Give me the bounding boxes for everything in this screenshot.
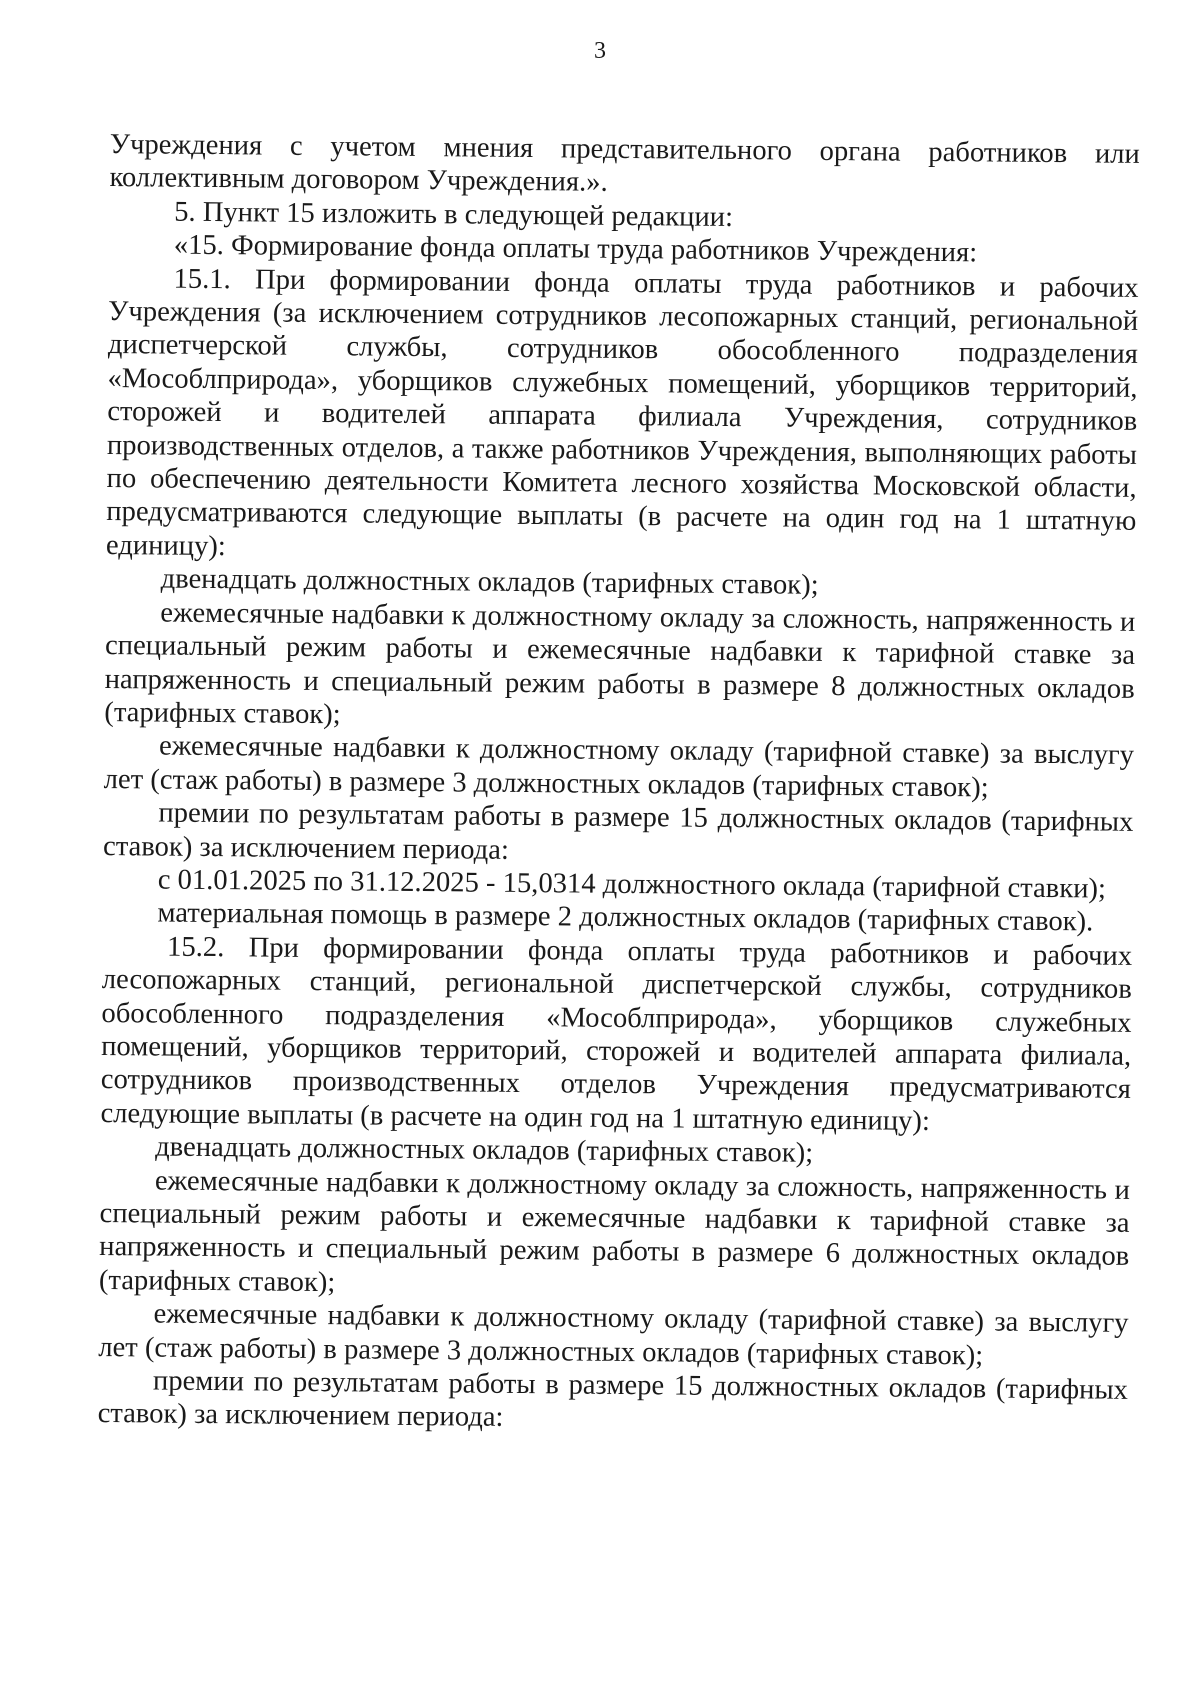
list-item-material-aid: материальная помощь в размере 2 должностных окладов (тарифных ставок). — [157, 897, 1094, 938]
list-item-bonuses: премии по результатам работы в размере 15 должностных окладов (тарифных ставок) за исключением периода: — [102, 797, 1134, 866]
list-item-salaries-2: двенадцать должностных окладов (тарифных ставок); — [155, 1131, 814, 1169]
paragraph-item-5: 5. Пункт 15 изложить в следующей редакции: — [174, 196, 734, 233]
paragraph-continuation: Учреждения с учетом мнения представительного органа работников или коллективным договором Учреждения.». — [109, 128, 1140, 199]
list-item-complexity-allowance-2: ежемесячные надбавки к должностному окладу за сложность, напряженность и специальный режим работы и ежемесячные надбавки к тарифной ставке за напряженность и специальный режим работы в размере 6 должностных окладов (тарифных ставок); — [98, 1165, 1131, 1299]
list-item-salaries: двенадцать должностных окладов (тарифных ставок); — [160, 563, 819, 602]
paragraph-15-1: 15.1. При формировании фонда оплаты труда работников и рабочих Учреждения (за исключением сотрудников лесопожарных станций, региональной диспетчерской службы, сотрудников обособленного подразделения «Мособлприрода», уборщиков служебных помещений, уборщиков территорий, сторожей и водителей аппарата филиала Учреждения, сотрудников производственных отделов, а также работников Учреждения, выполняющих работы по обеспечению деятельности Комитета лесного хозяйства Московской области, предусматриваются следующие выплаты (в расчете на один год на 1 штатную единицу): — [105, 263, 1139, 563]
list-item-bonuses-2: премии по результатам работы в размере 15 должностных окладов (тарифных ставок) за исключением периода: — [97, 1365, 1129, 1434]
page-number: 3 — [594, 38, 606, 64]
list-item-seniority-allowance-2: ежемесячные надбавки к должностному окладу (тарифной ставке) за выслугу лет (стаж работы) в размере 3 должностных окладов (тарифных ставок); — [98, 1298, 1129, 1372]
document-body — [97, 128, 1139, 1441]
list-item-complexity-allowance: ежемесячные надбавки к должностному окладу за сложность, напряженность и специальный режим работы и ежемесячные надбавки к тарифной ставке за напряженность и специальный режим работы в размере 8 должностных окладов (тарифных ставок); — [104, 597, 1136, 731]
list-item-bonus-period: с 01.01.2025 по 31.12.2025 - 15,0314 должностного оклада (тарифной ставки); — [157, 864, 1107, 905]
paragraph-section-15-heading: «15. Формирование фонда оплаты труда работников Учреждения: — [173, 229, 978, 269]
list-item-seniority-allowance: ежемесячные надбавки к должностному окладу (тарифной ставке) за выслугу лет (стаж работы) в размере 3 должностных окладов (тарифных ставок); — [103, 730, 1135, 804]
paragraph-15-2: 15.2. При формировании фонда оплаты труда работников и рабочих лесопожарных станций, региональной диспетчерской службы, сотрудников обособленного подразделения «Мособлприрода», уборщиков служебных помещений, уборщиков территорий, сторожей и водителей аппарата филиала, сотрудников производственных отделов Учреждения предусматриваются следующие выплаты (в расчете на один год на 1 штатную единицу): — [100, 931, 1133, 1137]
